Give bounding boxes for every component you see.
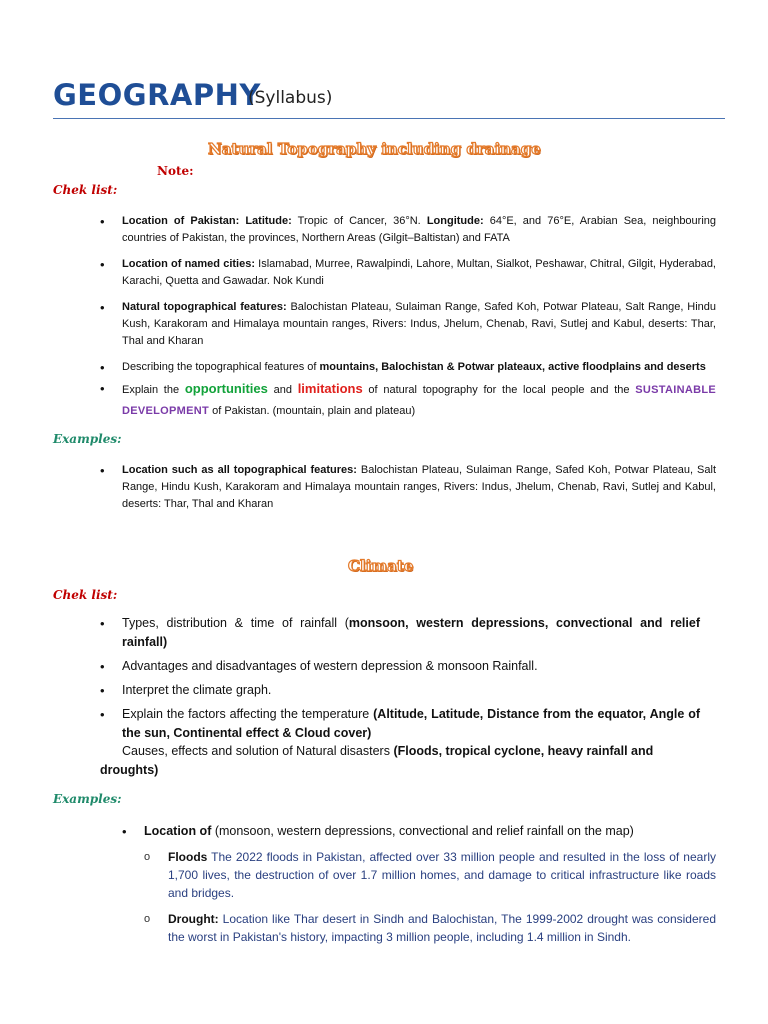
list-item: • Describing the topographical features of mountains, Balochistan & Potwar plateaux, active floodplains and deserts bbox=[100, 360, 706, 375]
bullet-icon: • bbox=[122, 824, 127, 839]
list-item: • Interpret the climate graph. bbox=[100, 683, 272, 698]
examples-climate bbox=[122, 822, 722, 841]
list-item: • Types, distribution & time of rainfall (monsoon, western depressions, convectional and relief rainfall) bbox=[100, 616, 700, 649]
circle-bullet-icon: o bbox=[144, 913, 151, 925]
list-item: • Location of Pakistan: Latitude: Tropic of Cancer, 36°N. Longitude: 64°E, and 76°E, Arabian Sea, neighbouring countries of Pakistan, the provinces, Northern Areas (Gilgit–Baltistan) and FATA bbox=[100, 214, 717, 244]
page-header bbox=[53, 78, 725, 119]
causes-paragraph: Causes, effects and solution of Natural disasters (Floods, tropical cyclone, heavy rainfall and droughts) bbox=[100, 744, 654, 777]
list-item: • Location of named cities: Islamabad, Murree, Rawalpindi, Lahore, Multan, Sialkot, Peshawar, Chitral, Gilgit, Hyderabad, Karachi, Quetta and Gawadar. Nok Kundi bbox=[100, 257, 716, 287]
list-item: • Location such as all topographical features: Balochistan Plateau, Sulaiman Range, Safed Koh, Potwar Plateau, Salt Range, Hindu Kush, Karakoram and Himalaya mountain ranges, Rivers: Indus, Jhelum, Chenab, Ravi, Sutlej and Kabul, deserts: Thar, Thal and Kharan bbox=[100, 463, 717, 510]
examples-topography bbox=[100, 462, 716, 513]
page-subtitle: (Syllabus) bbox=[248, 88, 333, 108]
list-item: • Natural topographical features: Balochistan Plateau, Sulaiman Range, Safed Koh, Potwar Plateau, Salt Range, Hindu Kush, Karakoram and Himalaya mountain ranges, Rivers: Indus, Jhelum, Chenab, Ravi, Sutlej and Kabul, deserts: Thar, Thal and Kharan bbox=[100, 300, 716, 347]
page-title: GEOGRAPHY bbox=[53, 78, 261, 112]
list-item: o Floods The 2022 floods in Pakistan, affected over 33 million people and resulted in the loss of nearly 1,700 lives, the destruction of over 1.7 million homes, and damage to critical infrastructure like roads and bridges. bbox=[144, 850, 716, 900]
bullet-icon: • bbox=[100, 381, 105, 396]
climate-sub-examples bbox=[138, 848, 716, 946]
examples-label: Examples: bbox=[53, 432, 122, 446]
bullet-icon: • bbox=[100, 257, 105, 272]
list-item: • Explain the factors affecting the temperature (Altitude, Latitude, Distance from the equator, Angle of the sun, Continental effect & Cloud cover) bbox=[100, 707, 701, 740]
checklist-topography bbox=[100, 213, 716, 422]
checklist-label: Chek list: bbox=[53, 588, 118, 602]
list-item: • Location of (monsoon, western depressions, convectional and relief rainfall on the map) bbox=[122, 824, 634, 839]
bullet-icon: • bbox=[100, 463, 105, 478]
list-item: o Drought: Location like Thar desert in Sindh and Balochistan, The 1999-2002 drought was considered the worst in Pakistan's history, impacting 3 million people, including 1.4 million in Sindh. bbox=[144, 912, 716, 944]
bullet-icon: • bbox=[100, 300, 105, 315]
note-label: Note: bbox=[157, 164, 194, 178]
checklist-label: Chek list: bbox=[53, 183, 118, 197]
bullet-icon: • bbox=[100, 659, 105, 674]
circle-bullet-icon: o bbox=[144, 851, 151, 863]
bullet-icon: • bbox=[100, 360, 105, 375]
bullet-icon: • bbox=[100, 683, 105, 698]
list-item: • Explain the opportunities and limitations of natural topography for the local people and the SUSTAINABLE DEVELOPMENT of Pakistan. (mountain, plain and plateau) bbox=[100, 378, 716, 422]
checklist-climate bbox=[100, 614, 700, 743]
bullet-icon: • bbox=[100, 214, 105, 229]
bullet-icon: • bbox=[100, 707, 105, 722]
examples-label: Examples: bbox=[53, 792, 122, 806]
section-title-topography: Natural Topography including drainage bbox=[208, 140, 541, 158]
bullet-icon: • bbox=[100, 616, 105, 631]
list-item: • Advantages and disadvantages of western depression & monsoon Rainfall. bbox=[100, 659, 538, 674]
section-title-climate: Climate bbox=[348, 557, 414, 575]
